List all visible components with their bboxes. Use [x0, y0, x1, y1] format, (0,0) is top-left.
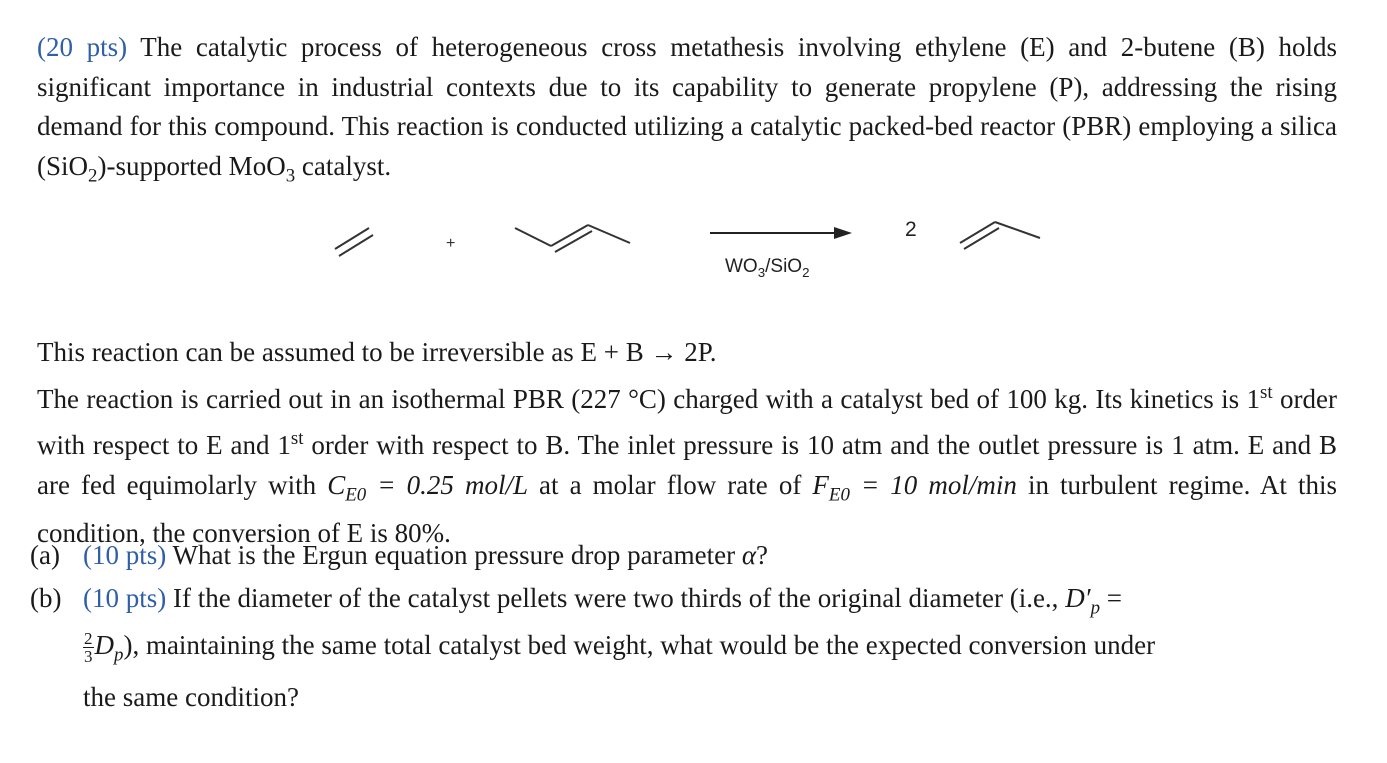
- question-b-label: (b): [30, 583, 62, 613]
- reaction-scheme: [0, 0, 1387, 330]
- body-text-3: order with respect to B. The inlet pressure is 10 atm and the outlet pressure is 1 atm. E and B are fed equimolarly with: [37, 430, 1337, 500]
- question-a-label: (a): [30, 540, 60, 570]
- body-text-4: at a molar flow rate of: [527, 469, 813, 500]
- reaction-arrow: [710, 227, 852, 239]
- alpha-symbol: α: [741, 540, 757, 570]
- body-text-5: in turbulent regime. At this condition, the conversion of E is 80%.: [37, 469, 1337, 549]
- question-b-text-3: the same condition?: [83, 682, 299, 712]
- sio2-subscript: 2: [88, 164, 98, 186]
- dp-prime-symbol: D′: [1065, 583, 1091, 613]
- question-b-text-2: ), maintaining the same total catalyst bed weight, what would be the expected conversion under: [123, 630, 1156, 660]
- question-a-points: (10 pts): [83, 540, 167, 570]
- intro-text: The catalytic process of heterogeneous cross metathesis involving ethylene (E) and 2-butene (B) holds significant importance in industrial contexts due to its capability to generate propylene (P), addressing the rising demand for this compound. This reaction is conducted utilizing a catalytic packed-bed reactor (PBR) employing a silica (SiO: [37, 32, 1337, 181]
- fe0-symbol: F: [812, 469, 829, 500]
- intro-text-3: catalyst.: [295, 150, 392, 181]
- plus-sign: +: [446, 235, 456, 252]
- body-paragraph: This reaction can be assumed to be irreversible as E + B → 2P. The reaction is carried out in an isothermal PBR (227 °C) charged with a catalyst bed of 100 kg. Its kinetics is 1st order with respect to E and 1st order with respect to B. The inlet pressure is 10 atm and the outlet pressure is 1 atm. E and B are fed equimolarly with $C_{E0} = 0.25$ mol/L at a molar flow rate of $F_{E0} = 10$ mol/min in turbulent regime. At this condition, the conversion of E is 80%.: [37, 333, 1337, 554]
- ce0-value: = 0.25 mol/L: [366, 469, 528, 500]
- two-thirds-fraction: $\frac{2}{3}$: [84, 629, 93, 667]
- body-text-1: The reaction is carried out in an isothermal PBR (227 °C) charged with a catalyst bed of 100 kg. Its kinetics is 1: [37, 383, 1261, 414]
- irreversible-statement: This reaction can be assumed to be irreversible as E + B → 2P.: [37, 337, 717, 367]
- catalyst-label: $WO_3/SiO_2$: [725, 256, 810, 280]
- butene-structure: [515, 225, 630, 252]
- stoich-coefficient: 2: [905, 218, 917, 241]
- question-b-points: (10 pts): [83, 583, 167, 613]
- ethylene-structure: [335, 228, 373, 256]
- intro-text-2: )-supported MoO: [97, 150, 286, 181]
- propylene-structure: [960, 222, 1040, 249]
- question-a-text: What is the Ergun equation pressure drop parameter: [166, 540, 742, 570]
- moo3-subscript: 3: [285, 164, 296, 186]
- fe0-value: = 10 mol/min: [849, 469, 1017, 500]
- ce0-symbol: C: [327, 469, 346, 500]
- body-text-2: order with respect to E and 1: [37, 383, 1337, 460]
- dp-symbol: D: [94, 630, 114, 660]
- question-b-text: If the diameter of the catalyst pellets were two thirds of the original diameter (i.e.,: [166, 583, 1066, 613]
- intro-points: (20 pts): [37, 32, 128, 62]
